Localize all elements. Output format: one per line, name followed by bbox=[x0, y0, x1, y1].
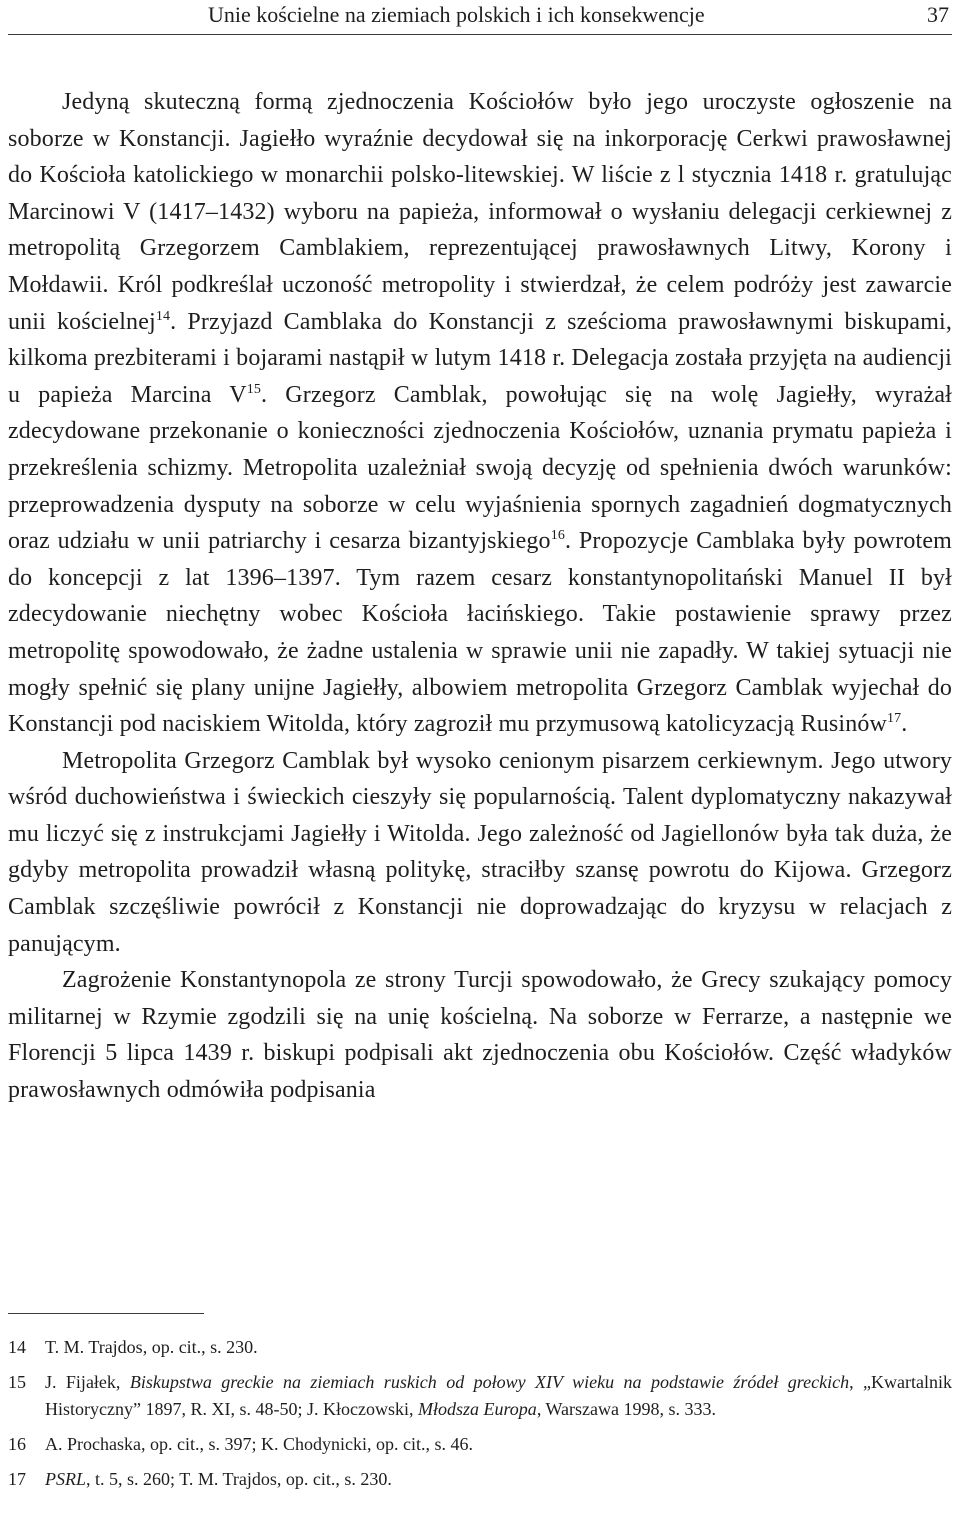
footnote-ref-17: 17 bbox=[886, 711, 902, 727]
footnote-14 bbox=[8, 1334, 952, 1361]
footnote-number: 14 bbox=[8, 1337, 26, 1357]
footnote-number: 16 bbox=[8, 1434, 26, 1454]
page-number: 37 bbox=[927, 2, 949, 27]
footnotes bbox=[8, 1334, 952, 1501]
footnote-separator bbox=[8, 1313, 204, 1314]
paragraph-1-text-b: . Przyjazd Camblaka do Konstancji z sześcioma prawosławnymi biskupami, kilkoma prezbiterami i bojarami nastąpił w lutym 1418 r. Delegacja została przyjęta na audiencji u papieża Marcina V bbox=[8, 308, 952, 408]
footnote-ref-14: 14 bbox=[155, 308, 171, 324]
footnote-ref-16: 16 bbox=[550, 528, 566, 544]
main-text bbox=[8, 84, 952, 1109]
running-header bbox=[8, 0, 952, 35]
paragraph-1 bbox=[8, 84, 952, 743]
footnote-text-c: , „Kwartalnik Historyczny” 1897, R. XI, s. 48-50; J. Kłoczowski, bbox=[45, 1372, 952, 1419]
running-title: Unie kościelne na ziemiach polskich i ich konsekwencje bbox=[208, 2, 705, 27]
footnote-15 bbox=[8, 1369, 952, 1423]
paragraph-1-text-c: . Grzegorz Camblak, powołując się na wolę Jagiełły, wyrażał zdecydowane przekonanie o konieczności zjednoczenia Kościołów, uznania prymatu papieża i przekreślenia schizmy. Metropolita uzależniał swoją decyzję od spełnienia dwóch warunków: przeprowadzenia dysputy na soborze w celu wyjaśnienia spornych zagadnień dogmatycznych oraz udziału w unii patriarchy i cesarza bizantyjskiego bbox=[8, 381, 953, 555]
footnote-ref-15: 15 bbox=[246, 381, 262, 397]
footnote-source-italic: PSRL bbox=[45, 1469, 87, 1489]
footnote-text bbox=[45, 1369, 952, 1423]
paragraph-2: Metropolita Grzegorz Camblak był wysoko cenionym pisarzem cerkiewnym. Jego utwory wśród duchowieństwa i świeckich cieszyły się popularnością. Talent dyplomatyczny nakazywał mu liczyć się z instrukcjami Jagiełły i Witolda. Jego zależność od Jagiellonów była tak duża, że gdyby metropolita prowadził własną politykę, straciłby szansę powrotu do Kijowa. Grzegorz Camblak szczęśliwie powrócił z Konstancji nie doprowadzając do kryzysu w relacjach z panującym. bbox=[8, 747, 952, 957]
footnote-number: 17 bbox=[8, 1469, 26, 1489]
footnote-text: T. M. Trajdos, op. cit., s. 230. bbox=[45, 1337, 258, 1357]
footnote-text-a: J. Fijałek, bbox=[45, 1372, 130, 1392]
footnote-text: A. Prochaska, op. cit., s. 397; K. Chodynicki, op. cit., s. 46. bbox=[45, 1434, 473, 1454]
paragraph-3: Zagrożenie Konstantynopola ze strony Turcji spowodowało, że Grecy szukający pomocy militarnej w Rzymie zgodzili się na unię kościelną. Na soborze w Ferrarze, a następnie we Florencji 5 lipca 1439 r. biskupi podpisali akt zjednoczenia obu Kościołów. Część władyków prawosławnych odmówiła podpisania bbox=[8, 967, 952, 1104]
footnote-17 bbox=[8, 1466, 952, 1493]
paragraph-1-text-e: . bbox=[901, 711, 908, 738]
footnote-text bbox=[45, 1466, 952, 1493]
footnote-text-e: , Warszawa 1998, s. 333. bbox=[536, 1399, 716, 1419]
footnote-16 bbox=[8, 1431, 952, 1458]
paragraph-1-text-d: . Propozycje Camblaka były powrotem do koncepcji z lat 1396–1397. Tym razem cesarz konstantynopolitański Manuel II był zdecydowanie niechętny wobec Kościoła łacińskiego. Takie postawienie sprawy przez metropolitę spowodowało, że żadne ustalenia w sprawie unii nie zapadły. W takiej sytuacji nie mogły spełnić się plany unijne Jagiełły, albowiem metropolita Grzegorz Camblak wyjechał do Konstancji pod naciskiem Witolda, który zagroził mu przymusową katolicyzacją Rusinów bbox=[8, 528, 952, 738]
footnote-text-b: , t. 5, s. 260; T. M. Trajdos, op. cit., s. 230. bbox=[86, 1469, 392, 1489]
footnote-number: 15 bbox=[8, 1372, 26, 1392]
paragraph-1-text-a: Jedyną skuteczną formą zjednoczenia Kościołów było jego uroczyste ogłoszenie na soborze w Konstancji. Jagiełło wyraźnie decydował się na inkorporację Cerkwi prawosławnej do Kościoła katolickiego w monarchii polsko-litewskiej. W liście z l stycznia 1418 r. gratulując Marcinowi V (1417–1432) wyboru na papieża, informował o wysłaniu delegacji cerkiewnej z metropolitą Grzegorzem Camblakiem, reprezentującej prawosławnych Litwy, Korony i Mołdawii. Król podkreślał uczoność metropolity i stwierdzał, że celem podróży jest zawarcie unii kościelnej bbox=[8, 89, 952, 335]
footnote-title-italic: Biskupstwa greckie na ziemiach ruskich od połowy XIV wieku na podstawie źródeł greckich bbox=[129, 1372, 850, 1392]
footnote-title-italic-2: Młodsza Europa bbox=[417, 1399, 537, 1419]
